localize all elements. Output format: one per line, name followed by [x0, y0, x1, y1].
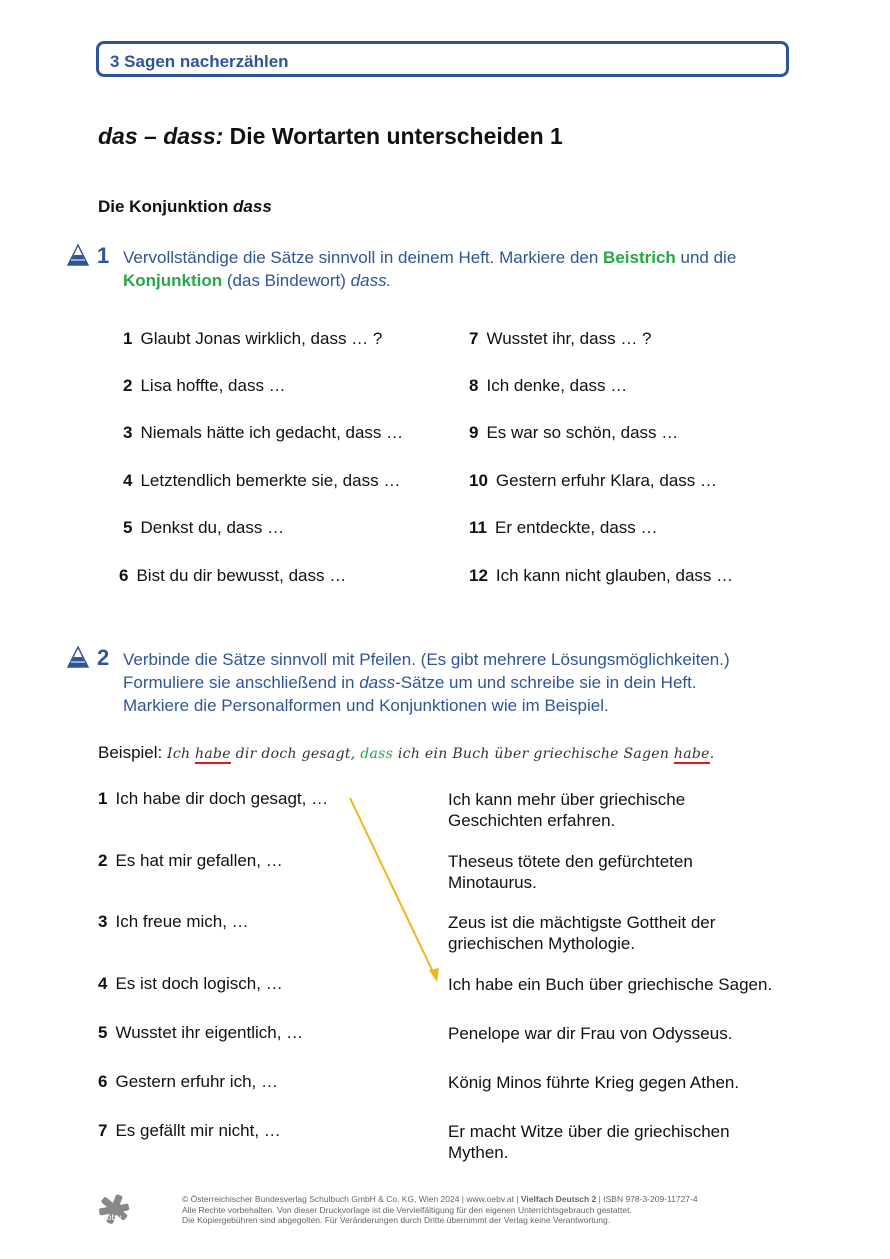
item-number: 4	[123, 471, 133, 490]
item-text-line1: Ich habe ein Buch über griechische Sagen.	[448, 975, 773, 994]
task2-right-item	[448, 974, 772, 995]
item-text-line2: Geschichten erfahren.	[448, 811, 616, 830]
title-rest: Die Wortarten unterscheiden 1	[223, 123, 563, 149]
ex-conjunction: dass	[360, 746, 394, 762]
item-number: 3	[98, 912, 108, 931]
task2-right-item	[448, 789, 685, 831]
item-number: 12	[469, 566, 488, 585]
item-number: 11	[469, 518, 487, 537]
task2-left-item	[98, 974, 283, 994]
item-text-line2: Minotaurus.	[448, 873, 537, 892]
item-number: 9	[469, 423, 479, 442]
item-text: Es ist doch logisch, …	[115, 974, 283, 993]
t1-part1: Vervollständige die Sätze sinnvoll in deinem Heft. Markiere den	[123, 248, 604, 267]
item-text: Wusstet ihr, dass … ?	[486, 329, 652, 348]
t1-italic: dass.	[350, 271, 392, 290]
task1-item	[119, 566, 346, 586]
task2-right-item	[448, 1072, 739, 1093]
task2-number: 2	[97, 645, 110, 670]
ex-verb1: habe	[195, 746, 231, 762]
task2-left-item	[98, 1023, 303, 1043]
task2-right-item	[448, 851, 693, 893]
task1-item	[469, 518, 658, 538]
task1-number: 1	[97, 243, 110, 268]
subheading-italic: dass	[233, 197, 272, 216]
item-text-line2: Mythen.	[448, 1143, 509, 1162]
publisher-logo-icon	[98, 1193, 130, 1225]
item-text: Gestern erfuhr Klara, dass …	[495, 471, 718, 490]
task2-left-item	[98, 1072, 278, 1092]
item-number: 6	[98, 1072, 108, 1091]
task2-right-item	[448, 1121, 730, 1163]
task1-item	[123, 423, 403, 443]
task2-right-item	[448, 912, 715, 954]
item-text: Es war so schön, dass …	[486, 423, 679, 442]
item-text-line1: Theseus tötete den gefürchteten	[448, 852, 693, 871]
footer-line1	[182, 1194, 698, 1205]
item-number: 7	[469, 329, 479, 348]
item-text: Es hat mir gefallen, …	[115, 851, 283, 870]
task2-left-item	[98, 1121, 281, 1141]
ex-p2: dir doch gesagt,	[230, 746, 361, 762]
item-text-line1: Ich kann mehr über griechische	[448, 790, 686, 809]
ex-p3: ich ein Buch über griechische Sagen	[393, 746, 674, 762]
example-arrow-head	[429, 968, 439, 982]
item-text-line1: König Minos führte Krieg gegen Athen.	[448, 1073, 740, 1092]
item-text: Er entdeckte, dass …	[494, 518, 658, 537]
svg-text:öbv: öbv	[106, 1213, 122, 1222]
t2-line3: Markiere die Personalformen und Konjunktionen wie im Beispiel.	[123, 696, 609, 715]
item-number: 10	[469, 471, 488, 490]
title-italic: das – dass:	[98, 123, 224, 149]
ex-verb2: habe	[673, 746, 710, 762]
footer	[182, 1194, 698, 1226]
item-number: 5	[123, 518, 133, 537]
example-arrow	[350, 798, 434, 974]
subheading-text: Die Konjunktion	[98, 197, 234, 216]
t2-line2b: -Sätze um und schreibe sie in dein Heft.	[395, 673, 697, 692]
task1-item	[469, 471, 717, 491]
task2-left-item	[98, 851, 283, 871]
item-text: Ich freue mich, …	[115, 912, 249, 931]
task2-right-item	[448, 1023, 732, 1044]
item-text: Wusstet ihr eigentlich, …	[115, 1023, 304, 1042]
footer-l1b: | ISBN 978-3-209-11727-4	[596, 1194, 698, 1204]
task1-item	[123, 518, 284, 538]
t1-part3: (das Bindewort)	[222, 271, 351, 290]
example-label: Beispiel:	[98, 743, 163, 762]
footer-l1-bold: Vielfach Deutsch 2	[520, 1194, 597, 1204]
item-number: 5	[98, 1023, 108, 1042]
t2-line1: Verbinde die Sätze sinnvoll mit Pfeilen. (Es gibt mehrere Lösungsmöglichkeiten.)	[123, 650, 730, 669]
item-number: 8	[469, 376, 479, 395]
task1-item	[469, 423, 678, 443]
t1-highlight-beistrich: Beistrich	[603, 248, 676, 267]
item-text: Letztendlich bemerkte sie, dass …	[140, 471, 401, 490]
task1-item	[469, 329, 652, 349]
task1-item	[123, 329, 382, 349]
item-number: 2	[123, 376, 133, 395]
item-text: Ich habe dir doch gesagt, …	[115, 789, 329, 808]
item-text: Glaubt Jonas wirklich, dass … ?	[140, 329, 383, 348]
item-text: Gestern erfuhr ich, …	[115, 1072, 278, 1091]
item-text: Lisa hoffte, dass …	[140, 376, 286, 395]
item-text: Niemals hätte ich gedacht, dass …	[140, 423, 404, 442]
item-number: 2	[98, 851, 108, 870]
item-text-line1: Er macht Witze über die griechischen	[448, 1122, 730, 1141]
chapter-title: 3 Sagen nacherzählen	[110, 52, 289, 71]
footer-line2: Alle Rechte vorbehalten. Von dieser Druckvorlage ist die Vervielfältigung für den eigenen Unterrichtsgebrauch gestattet.	[182, 1204, 632, 1215]
item-text-line2: griechischen Mythologie.	[448, 934, 636, 953]
item-number: 4	[98, 974, 108, 993]
item-text-line1: Zeus ist die mächtigste Gottheit der	[448, 913, 716, 932]
t1-highlight-konjunktion: Konjunktion	[123, 271, 223, 290]
task1-item	[469, 376, 627, 396]
ex-p4: .	[709, 746, 715, 762]
t2-line2a: Formuliere sie anschließend in	[123, 673, 360, 692]
item-number: 7	[98, 1121, 108, 1140]
item-number: 3	[123, 423, 133, 442]
item-number: 6	[119, 566, 129, 585]
item-number: 1	[98, 789, 108, 808]
footer-l1a: © Österreichischer Bundesverlag Schulbuch GmbH & Co. KG, Wien 2024 | www.oebv.at |	[182, 1194, 521, 1204]
ex-p1: Ich	[167, 746, 196, 762]
t2-line2-italic: dass	[359, 673, 396, 692]
task1-item	[469, 566, 733, 586]
task2-left-item	[98, 789, 328, 809]
item-text: Ich kann nicht glauben, dass …	[495, 566, 734, 585]
item-text: Ich denke, dass …	[486, 376, 628, 395]
footer-line3: Die Kopiergebühren sind abgegolten. Für Veränderungen durch Dritte übernimmt der Verlag keine Verantwortung.	[182, 1215, 611, 1225]
t1-part2: und die	[675, 248, 737, 267]
task1-item	[123, 471, 400, 491]
item-text: Denkst du, dass …	[140, 518, 285, 537]
item-text: Bist du dir bewusst, dass …	[136, 566, 347, 585]
task2-left-item	[98, 912, 249, 932]
item-text: Es gefällt mir nicht, …	[115, 1121, 281, 1140]
task1-item	[123, 376, 286, 396]
item-text-line1: Penelope war dir Frau von Odysseus.	[448, 1024, 733, 1043]
item-number: 1	[123, 329, 133, 348]
